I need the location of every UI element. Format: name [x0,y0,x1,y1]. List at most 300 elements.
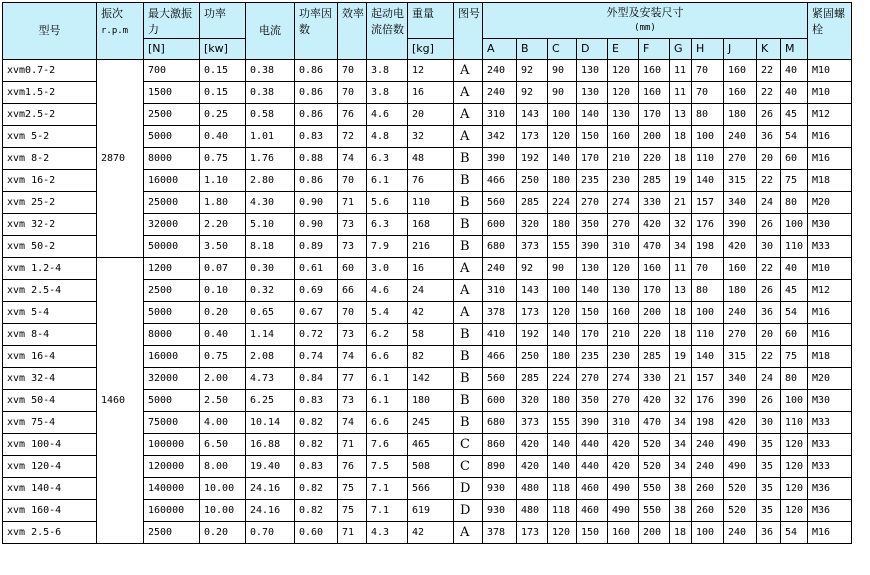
dim-cell-f: 420 [639,390,670,412]
pf-cell: 0.67 [295,302,338,324]
figure-cell: B [454,368,483,390]
dim-cell-e: 120 [608,258,639,280]
dim-cell-f: 160 [639,258,670,280]
dim-cell-g: 19 [670,170,692,192]
force-cell: 5000 [144,302,200,324]
dim-cell-d: 170 [577,324,608,346]
dim-cell-k: 26 [757,280,781,302]
force-cell: 700 [144,60,200,82]
dim-cell-c: 155 [548,412,577,434]
dim-cell-m: 60 [781,324,808,346]
dim-cell-k: 36 [757,126,781,148]
model-cell: xvm 2.5-6 [3,522,97,544]
dim-cell-c: 224 [548,368,577,390]
dim-cell-h: 176 [692,390,724,412]
dim-cell-h: 100 [692,522,724,544]
header-model: 型号 [3,3,97,60]
dim-cell-k: 26 [757,214,781,236]
start-cell: 4.3 [367,522,408,544]
eff-cell: 71 [338,192,367,214]
dim-cell-f: 170 [639,104,670,126]
power-cell: 10.00 [200,500,246,522]
dim-cell-k: 26 [757,104,781,126]
table-row [3,258,852,280]
dim-cell-d: 235 [577,170,608,192]
figure-cell: B [454,412,483,434]
dim-cell-m: 60 [781,148,808,170]
pf-cell: 0.90 [295,214,338,236]
eff-cell: 73 [338,236,367,258]
bolt-cell: M16 [808,126,852,148]
dim-cell-f: 285 [639,170,670,192]
bolt-cell: M33 [808,434,852,456]
dim-cell-f: 550 [639,500,670,522]
dim-cell-b: 285 [517,192,548,214]
start-cell: 3.8 [367,82,408,104]
header-current: 电流 [246,3,295,60]
dim-cell-e: 274 [608,368,639,390]
start-cell: 6.6 [367,346,408,368]
model-cell: xvm 50-2 [3,236,97,258]
dim-cell-j: 160 [724,82,757,104]
pf-cell: 0.83 [295,456,338,478]
power-cell: 0.20 [200,302,246,324]
dim-cell-g: 32 [670,390,692,412]
header-power-unit: [kw] [200,39,246,60]
pf-cell: 0.84 [295,368,338,390]
power-cell: 0.40 [200,324,246,346]
start-cell: 6.1 [367,170,408,192]
header-starting-current: 起动电流倍数 [367,3,408,60]
dim-cell-j: 240 [724,302,757,324]
eff-cell: 75 [338,478,367,500]
start-cell: 7.5 [367,456,408,478]
model-cell: xvm1.5-2 [3,82,97,104]
dim-cell-g: 11 [670,82,692,104]
figure-cell: C [454,456,483,478]
dim-cell-f: 470 [639,412,670,434]
figure-cell: B [454,390,483,412]
dim-cell-c: 224 [548,192,577,214]
pf-cell: 0.82 [295,478,338,500]
pf-cell: 0.74 [295,346,338,368]
power-cell: 0.20 [200,522,246,544]
eff-cell: 71 [338,522,367,544]
figure-cell: C [454,434,483,456]
dim-cell-e: 120 [608,82,639,104]
dim-cell-j: 520 [724,478,757,500]
dim-cell-h: 260 [692,478,724,500]
dim-cell-j: 180 [724,280,757,302]
dim-cell-m: 110 [781,412,808,434]
dim-cell-g: 38 [670,478,692,500]
dim-cell-c: 118 [548,478,577,500]
bolt-cell: M16 [808,302,852,324]
dim-cell-m: 54 [781,126,808,148]
dim-cell-b: 480 [517,478,548,500]
dim-cell-d: 140 [577,280,608,302]
figure-cell: B [454,214,483,236]
dim-cell-k: 36 [757,522,781,544]
dim-cell-g: 18 [670,148,692,170]
dim-cell-h: 80 [692,280,724,302]
eff-cell: 73 [338,324,367,346]
force-cell: 1500 [144,82,200,104]
weight-cell: 12 [408,60,454,82]
dim-cell-c: 90 [548,258,577,280]
force-cell: 25000 [144,192,200,214]
dim-cell-g: 13 [670,280,692,302]
dim-cell-j: 270 [724,324,757,346]
start-cell: 6.1 [367,368,408,390]
eff-cell: 60 [338,258,367,280]
force-cell: 16000 [144,170,200,192]
bolt-cell: M20 [808,368,852,390]
dim-cell-h: 100 [692,302,724,324]
dim-cell-e: 490 [608,500,639,522]
dim-cell-h: 198 [692,412,724,434]
dim-cell-d: 170 [577,148,608,170]
dim-cell-b: 173 [517,302,548,324]
model-cell: xvm 50-4 [3,390,97,412]
current-cell: 19.40 [246,456,295,478]
power-cell: 2.50 [200,390,246,412]
dim-cell-a: 378 [483,522,517,544]
bolt-cell: M16 [808,324,852,346]
figure-cell: B [454,324,483,346]
dim-cell-e: 274 [608,192,639,214]
current-cell: 0.30 [246,258,295,280]
eff-cell: 76 [338,104,367,126]
power-cell: 2.00 [200,368,246,390]
dim-cell-g: 19 [670,346,692,368]
power-cell: 10.00 [200,478,246,500]
force-cell: 140000 [144,478,200,500]
dim-cell-a: 410 [483,324,517,346]
figure-cell: A [454,280,483,302]
dim-cell-b: 92 [517,258,548,280]
dim-cell-f: 200 [639,522,670,544]
dim-cell-e: 160 [608,302,639,324]
current-cell: 24.16 [246,478,295,500]
figure-cell: B [454,192,483,214]
power-cell: 0.75 [200,346,246,368]
pf-cell: 0.61 [295,258,338,280]
dim-cell-c: 140 [548,434,577,456]
dim-cell-b: 143 [517,280,548,302]
spec-table-container [2,2,852,544]
weight-cell: 245 [408,412,454,434]
weight-cell: 180 [408,390,454,412]
dim-cell-b: 192 [517,148,548,170]
header-dim-d: D [577,39,608,60]
pf-cell: 0.82 [295,500,338,522]
dim-cell-m: 40 [781,60,808,82]
header-efficiency: 效率 [338,3,367,60]
dim-cell-b: 192 [517,324,548,346]
weight-cell: 42 [408,302,454,324]
dim-cell-e: 310 [608,412,639,434]
power-cell: 6.50 [200,434,246,456]
current-cell: 2.08 [246,346,295,368]
dim-cell-g: 38 [670,500,692,522]
current-cell: 5.10 [246,214,295,236]
power-cell: 0.15 [200,60,246,82]
dim-cell-b: 320 [517,390,548,412]
force-cell: 75000 [144,412,200,434]
force-cell: 50000 [144,236,200,258]
dim-cell-j: 490 [724,456,757,478]
dim-cell-h: 157 [692,368,724,390]
dim-cell-c: 90 [548,82,577,104]
power-cell: 1.10 [200,170,246,192]
start-cell: 6.3 [367,148,408,170]
dim-cell-k: 35 [757,478,781,500]
model-cell: xvm 100-4 [3,434,97,456]
pf-cell: 0.90 [295,192,338,214]
dim-cell-g: 21 [670,192,692,214]
dim-cell-d: 390 [577,236,608,258]
dim-cell-f: 330 [639,368,670,390]
dim-cell-k: 20 [757,324,781,346]
eff-cell: 70 [338,82,367,104]
model-cell: xvm 75-4 [3,412,97,434]
dim-cell-m: 120 [781,500,808,522]
dim-cell-g: 11 [670,60,692,82]
dim-cell-a: 466 [483,346,517,368]
dim-cell-b: 480 [517,500,548,522]
dim-cell-b: 373 [517,236,548,258]
dim-cell-h: 110 [692,148,724,170]
header-weight-unit: [kg] [408,39,454,60]
header-power: 功率 [200,3,246,39]
bolt-cell: M30 [808,390,852,412]
header-dimensions: 外型及安装尺寸 (mm) [483,3,808,39]
dim-cell-f: 200 [639,302,670,324]
bolt-cell: M20 [808,192,852,214]
dim-cell-d: 150 [577,522,608,544]
dim-cell-m: 45 [781,104,808,126]
header-dim-m: M [781,39,808,60]
dim-cell-k: 20 [757,148,781,170]
dim-cell-c: 155 [548,236,577,258]
bolt-cell: M10 [808,60,852,82]
model-cell: xvm 2.5-4 [3,280,97,302]
dim-cell-k: 24 [757,192,781,214]
dim-cell-e: 310 [608,236,639,258]
dim-cell-d: 350 [577,214,608,236]
dim-cell-c: 180 [548,390,577,412]
dim-cell-m: 54 [781,302,808,324]
dim-cell-k: 24 [757,368,781,390]
dim-cell-a: 600 [483,390,517,412]
force-cell: 8000 [144,148,200,170]
figure-cell: A [454,302,483,324]
dim-cell-c: 100 [548,104,577,126]
header-dim-g: G [670,39,692,60]
dim-cell-j: 490 [724,434,757,456]
dim-cell-h: 70 [692,258,724,280]
power-cell: 4.00 [200,412,246,434]
power-cell: 1.80 [200,192,246,214]
dim-cell-j: 420 [724,412,757,434]
start-cell: 7.1 [367,478,408,500]
model-cell: xvm0.7-2 [3,60,97,82]
dim-cell-g: 34 [670,434,692,456]
dim-cell-e: 120 [608,60,639,82]
dim-cell-m: 54 [781,522,808,544]
dim-cell-c: 180 [548,214,577,236]
dim-cell-a: 240 [483,258,517,280]
dim-cell-e: 130 [608,280,639,302]
header-dim-k: K [757,39,781,60]
start-cell: 6.1 [367,390,408,412]
pf-cell: 0.88 [295,148,338,170]
figure-cell: A [454,82,483,104]
bolt-cell: M16 [808,148,852,170]
dim-cell-f: 200 [639,126,670,148]
bolt-cell: M30 [808,214,852,236]
dim-cell-e: 490 [608,478,639,500]
pf-cell: 0.60 [295,522,338,544]
weight-cell: 142 [408,368,454,390]
dim-cell-j: 160 [724,258,757,280]
dim-cell-d: 440 [577,434,608,456]
weight-cell: 465 [408,434,454,456]
dim-cell-b: 250 [517,346,548,368]
dim-cell-c: 120 [548,302,577,324]
dim-cell-a: 378 [483,302,517,324]
figure-cell: B [454,148,483,170]
dim-cell-d: 150 [577,126,608,148]
dim-cell-k: 35 [757,456,781,478]
eff-cell: 75 [338,500,367,522]
dim-cell-d: 130 [577,60,608,82]
dim-cell-g: 34 [670,412,692,434]
dim-cell-j: 240 [724,126,757,148]
eff-cell: 77 [338,368,367,390]
dim-cell-j: 340 [724,368,757,390]
current-cell: 0.38 [246,82,295,104]
dim-cell-e: 420 [608,456,639,478]
dim-cell-a: 560 [483,368,517,390]
start-cell: 5.6 [367,192,408,214]
power-cell: 2.20 [200,214,246,236]
eff-cell: 70 [338,60,367,82]
eff-cell: 74 [338,148,367,170]
weight-cell: 619 [408,500,454,522]
dim-cell-k: 22 [757,82,781,104]
dim-cell-b: 92 [517,60,548,82]
dim-cell-m: 100 [781,390,808,412]
weight-cell: 168 [408,214,454,236]
dim-cell-a: 390 [483,148,517,170]
figure-cell: B [454,236,483,258]
power-cell: 0.07 [200,258,246,280]
dim-cell-m: 100 [781,214,808,236]
current-cell: 0.65 [246,302,295,324]
dim-cell-e: 130 [608,104,639,126]
figure-cell: A [454,104,483,126]
dim-cell-k: 22 [757,170,781,192]
dim-cell-a: 310 [483,280,517,302]
force-cell: 32000 [144,214,200,236]
current-cell: 0.58 [246,104,295,126]
weight-cell: 508 [408,456,454,478]
dim-cell-d: 150 [577,302,608,324]
dim-cell-b: 92 [517,82,548,104]
weight-cell: 42 [408,522,454,544]
power-cell: 0.40 [200,126,246,148]
force-cell: 16000 [144,346,200,368]
dim-cell-j: 180 [724,104,757,126]
dim-cell-c: 100 [548,280,577,302]
dim-cell-f: 220 [639,324,670,346]
weight-cell: 16 [408,82,454,104]
model-cell: xvm 32-2 [3,214,97,236]
current-cell: 1.76 [246,148,295,170]
force-cell: 2500 [144,104,200,126]
motor-spec-table [2,2,852,544]
dim-cell-b: 420 [517,434,548,456]
dim-cell-b: 320 [517,214,548,236]
dim-cell-k: 30 [757,236,781,258]
dim-cell-j: 270 [724,148,757,170]
dim-cell-b: 420 [517,456,548,478]
eff-cell: 72 [338,126,367,148]
start-cell: 7.1 [367,500,408,522]
dim-cell-j: 315 [724,346,757,368]
dim-cell-g: 18 [670,126,692,148]
bolt-cell: M33 [808,236,852,258]
dim-cell-g: 34 [670,456,692,478]
model-cell: xvm 16-2 [3,170,97,192]
force-cell: 1200 [144,258,200,280]
current-cell: 4.73 [246,368,295,390]
start-cell: 3.0 [367,258,408,280]
header-speed: 振次 r.p.m [97,3,144,60]
dim-cell-a: 560 [483,192,517,214]
weight-cell: 110 [408,192,454,214]
dim-cell-d: 270 [577,192,608,214]
dim-cell-e: 160 [608,522,639,544]
dim-cell-f: 330 [639,192,670,214]
model-cell: xvm 140-4 [3,478,97,500]
dim-cell-h: 198 [692,236,724,258]
bolt-cell: M36 [808,500,852,522]
force-cell: 5000 [144,126,200,148]
pf-cell: 0.82 [295,412,338,434]
current-cell: 2.80 [246,170,295,192]
power-cell: 3.50 [200,236,246,258]
weight-cell: 48 [408,148,454,170]
header-dim-h: H [692,39,724,60]
pf-cell: 0.86 [295,170,338,192]
model-cell: xvm 120-4 [3,456,97,478]
current-cell: 16.88 [246,434,295,456]
dim-cell-c: 140 [548,324,577,346]
figure-cell: A [454,258,483,280]
dim-cell-g: 32 [670,214,692,236]
dim-cell-k: 26 [757,390,781,412]
eff-cell: 66 [338,280,367,302]
figure-cell: A [454,522,483,544]
header-bolt: 紧固螺栓 [808,3,852,60]
header-dim-b: B [517,39,548,60]
figure-cell: A [454,60,483,82]
current-cell: 0.32 [246,280,295,302]
dim-cell-h: 110 [692,324,724,346]
